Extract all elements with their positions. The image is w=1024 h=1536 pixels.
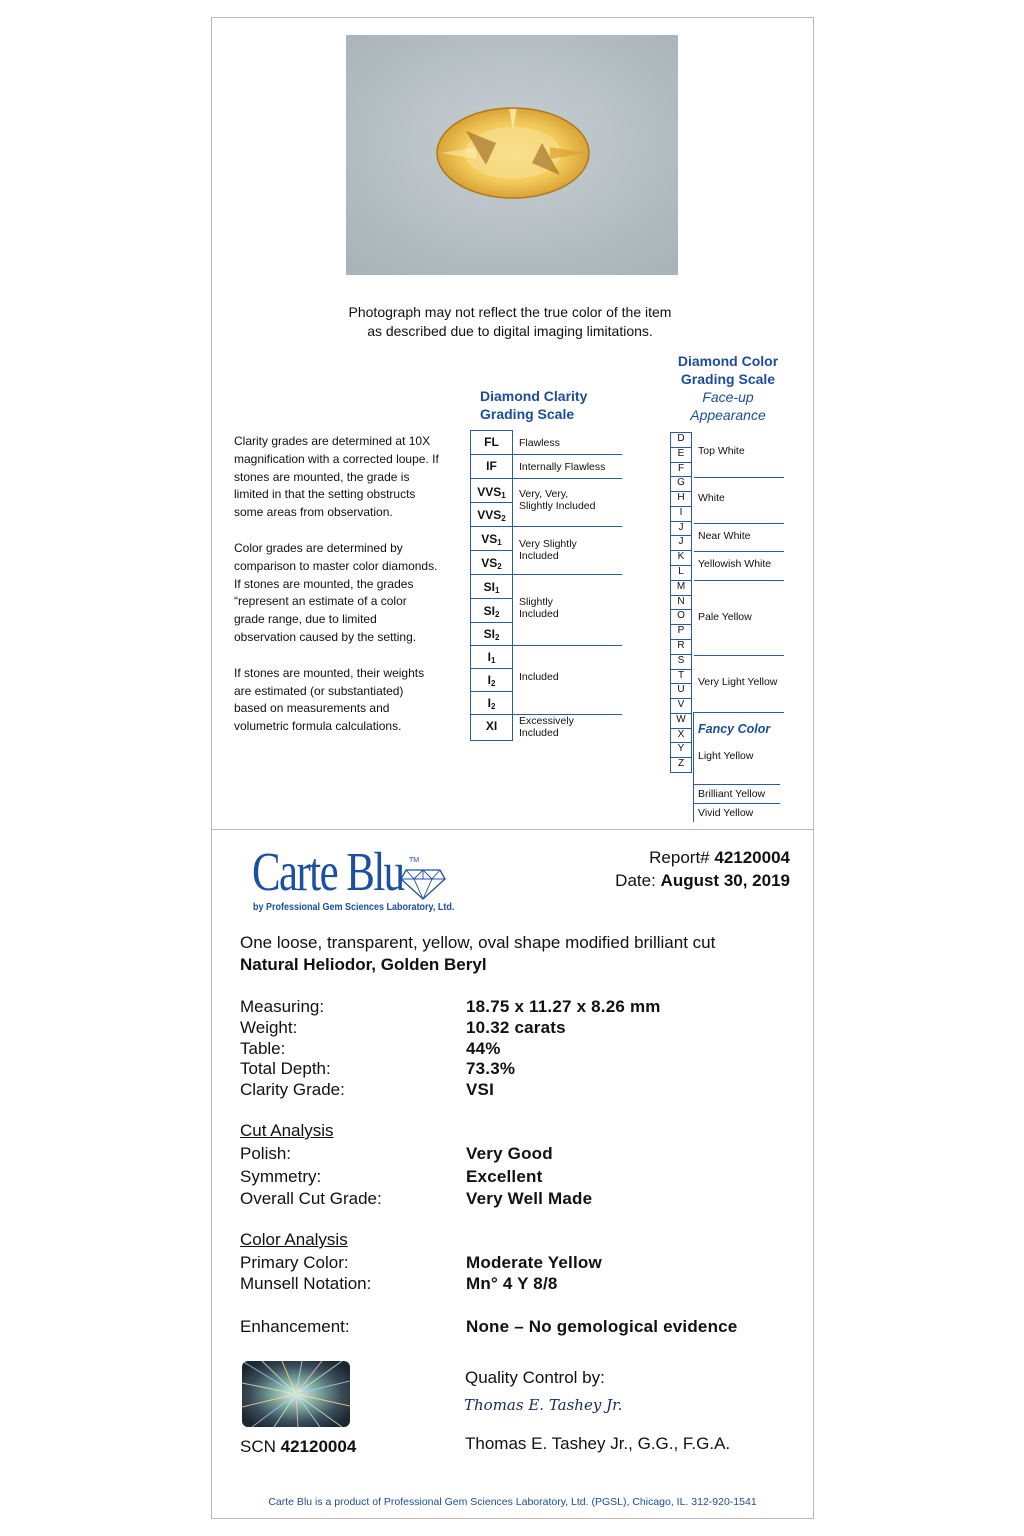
color-group-line bbox=[694, 803, 780, 804]
desc-xi bbox=[519, 715, 574, 739]
grade-vvs2 bbox=[470, 508, 513, 523]
polish-label: Polish: bbox=[240, 1144, 292, 1163]
color-grade-tick bbox=[670, 698, 692, 699]
report-number bbox=[615, 846, 790, 869]
logo-text: Carte Blu bbox=[252, 841, 404, 902]
color-grade-tick bbox=[670, 491, 692, 492]
color-grade-letter: E bbox=[677, 447, 685, 459]
diamond-icon bbox=[400, 868, 446, 900]
color-grade-tick bbox=[670, 624, 692, 625]
grade-si2b bbox=[470, 627, 513, 642]
color-grade-column bbox=[670, 432, 692, 772]
grade-text: SI bbox=[483, 604, 495, 618]
clarity-scale-title bbox=[480, 387, 587, 423]
report-number-value: 42120004 bbox=[714, 848, 790, 867]
grade-sub: 2 bbox=[494, 610, 500, 619]
color-grade-letter: O bbox=[677, 610, 685, 622]
report-date-label: Date: bbox=[615, 871, 656, 890]
grade-text: VS bbox=[481, 556, 498, 570]
color-grade-letter: D bbox=[677, 433, 685, 444]
color-grade-tick bbox=[670, 535, 692, 536]
clarity-value: VSI bbox=[466, 1080, 495, 1099]
grade-xi: XI bbox=[485, 719, 498, 733]
photo-note-line1: Photograph may not reflect the true color of the item bbox=[348, 304, 672, 320]
depth-label: Total Depth: bbox=[240, 1059, 331, 1078]
desc-included: Included bbox=[519, 671, 559, 683]
grade-si1 bbox=[470, 580, 513, 595]
color-grade-tick bbox=[670, 506, 692, 507]
grade-sub: 2 bbox=[501, 514, 506, 523]
clarity-title-line1: Diamond Clarity bbox=[480, 388, 588, 404]
color-group-line bbox=[694, 655, 784, 656]
grade-si2a bbox=[470, 604, 513, 619]
color-grade-letter: V bbox=[677, 699, 685, 711]
color-grade-letter: K bbox=[677, 551, 685, 563]
clarity-label: Clarity Grade: bbox=[240, 1080, 345, 1099]
color-grade-letter: Z bbox=[677, 758, 685, 770]
color-grade-letter: X bbox=[677, 728, 685, 740]
desc-white: White bbox=[698, 492, 725, 504]
symmetry-value: Excellent bbox=[466, 1167, 543, 1186]
color-grade-letter: I bbox=[679, 506, 683, 518]
color-title-line1: Diamond Color bbox=[677, 353, 779, 369]
clarity-bottom-line bbox=[470, 740, 513, 741]
weight-label: Weight: bbox=[240, 1018, 298, 1037]
color-grade-tick bbox=[670, 713, 692, 714]
enhancement-value: None – No gemological evidence bbox=[466, 1317, 738, 1336]
color-title-line3: Face-up bbox=[702, 389, 754, 405]
color-grade-letter: U bbox=[677, 684, 685, 696]
grade-sub: 2 bbox=[490, 702, 496, 711]
clarity-line bbox=[470, 502, 513, 503]
quality-control-label: Quality Control by: bbox=[465, 1368, 605, 1387]
stone-description: One loose, transparent, yellow, oval shape modified brilliant cut bbox=[240, 933, 716, 952]
munsell-label: Munsell Notation: bbox=[240, 1274, 372, 1293]
munsell-row bbox=[240, 1273, 558, 1294]
grade-i2b bbox=[470, 696, 513, 711]
stone-identification: Natural Heliodor, Golden Beryl bbox=[240, 955, 487, 974]
color-grade-letter: M bbox=[676, 580, 686, 592]
color-grade-tick bbox=[670, 550, 692, 551]
color-grade-letter: T bbox=[677, 669, 685, 681]
color-grade-tick bbox=[670, 654, 692, 655]
desc-pale-yellow: Pale Yellow bbox=[698, 611, 752, 623]
grade-sub: 1 bbox=[490, 656, 496, 665]
clarity-line bbox=[470, 622, 513, 623]
color-grade-tick bbox=[670, 476, 692, 477]
color-grade-tick bbox=[670, 728, 692, 729]
clarity-line bbox=[470, 526, 622, 527]
desc-flawless: Flawless bbox=[519, 437, 560, 449]
grade-vs1 bbox=[470, 532, 513, 547]
grade-if: IF bbox=[486, 459, 497, 473]
carte-blu-logo bbox=[252, 843, 462, 918]
grade-i1 bbox=[470, 650, 513, 665]
color-note: Color grades are determined by comparison to master color diamonds. If stones are mounted, the grades “represent an estimate of a color grade range, due to limited observation caused by the setting. bbox=[234, 540, 438, 644]
color-grade-tick bbox=[670, 639, 692, 640]
signature: Thomas E. Tashey Jr. bbox=[464, 1396, 623, 1414]
color-analysis-heading: Color Analysis bbox=[240, 1230, 348, 1249]
clarity-line bbox=[470, 454, 622, 455]
clarity-line bbox=[470, 668, 513, 669]
grade-text: VVS bbox=[477, 508, 502, 522]
desc-xi-line1: Excessively bbox=[519, 715, 574, 727]
color-grade-tick bbox=[670, 683, 692, 684]
color-group-line bbox=[694, 580, 784, 581]
desc-brilliant-yellow: Brilliant Yellow bbox=[698, 788, 766, 800]
grade-text: I bbox=[487, 673, 491, 687]
color-grade-tick bbox=[670, 580, 692, 581]
desc-very-light-yellow: Very Light Yellow bbox=[698, 676, 778, 688]
color-grade-letter: G bbox=[677, 477, 685, 489]
symmetry-row bbox=[240, 1166, 542, 1187]
enhancement-row bbox=[240, 1316, 737, 1337]
weight-row bbox=[240, 1017, 566, 1038]
desc-fancy-color: Fancy Color bbox=[698, 722, 771, 736]
color-grade-tick bbox=[670, 462, 692, 463]
desc-vs-line1: Very Slightly bbox=[519, 538, 577, 550]
scn-value: 42120004 bbox=[280, 1437, 357, 1456]
table-row bbox=[240, 1038, 501, 1059]
color-grade-letter: N bbox=[677, 595, 685, 607]
primary-color-row bbox=[240, 1252, 602, 1273]
grade-text: VS bbox=[481, 532, 498, 546]
grade-sub: 1 bbox=[494, 586, 500, 595]
color-grade-letter: H bbox=[677, 492, 685, 504]
symmetry-label: Symmetry: bbox=[240, 1167, 322, 1186]
primary-color-label: Primary Color: bbox=[240, 1253, 349, 1272]
color-grade-tick bbox=[670, 772, 692, 773]
grade-text: I bbox=[487, 650, 491, 664]
overall-cut-value: Very Well Made bbox=[466, 1189, 593, 1208]
logo-tm: TM bbox=[409, 857, 420, 864]
color-scale-title bbox=[672, 352, 784, 424]
photo-disclaimer bbox=[300, 303, 720, 341]
color-grade-letter: J bbox=[678, 521, 684, 533]
color-grade-tick bbox=[670, 757, 692, 758]
grade-vs2 bbox=[470, 556, 513, 571]
depth-row bbox=[240, 1058, 515, 1079]
clarity-line bbox=[470, 574, 622, 575]
polish-row bbox=[240, 1143, 553, 1164]
grade-sub: 1 bbox=[501, 491, 506, 500]
desc-yellowish-white: Yellowish White bbox=[698, 558, 772, 570]
grade-fl: FL bbox=[484, 435, 499, 449]
footer-note: Carte Blu is a product of Professional Gem Sciences Laboratory, Ltd. (PGSL), Chicago, IL. 312-920-1541 bbox=[268, 1496, 757, 1508]
grade-sub: 1 bbox=[497, 538, 502, 547]
desc-vivid-yellow: Vivid Yellow bbox=[698, 807, 754, 819]
color-title-line2: Grading Scale bbox=[680, 371, 776, 387]
table-value: 44% bbox=[466, 1039, 501, 1058]
desc-vs-line2: Included bbox=[519, 550, 559, 562]
color-grade-tick bbox=[670, 432, 692, 433]
primary-color-value: Moderate Yellow bbox=[466, 1253, 602, 1272]
desc-internally-flawless: Internally Flawless bbox=[519, 461, 606, 473]
report-header bbox=[615, 846, 790, 892]
grade-text: SI bbox=[483, 627, 495, 641]
color-group-line bbox=[694, 712, 784, 713]
desc-vs bbox=[519, 538, 577, 562]
color-grade-letter: Y bbox=[677, 743, 685, 755]
color-grade-tick bbox=[670, 447, 692, 448]
color-grade-tick bbox=[670, 565, 692, 566]
clarity-line bbox=[470, 550, 513, 551]
grade-vvs1 bbox=[470, 485, 513, 500]
desc-light-yellow: Light Yellow bbox=[698, 750, 754, 762]
section-divider bbox=[211, 829, 814, 830]
color-group-line bbox=[694, 551, 784, 552]
color-group-line bbox=[694, 784, 780, 785]
report-date bbox=[615, 869, 790, 892]
clarity-top-line bbox=[470, 430, 513, 431]
overall-cut-row bbox=[240, 1188, 592, 1209]
color-grade-tick bbox=[670, 669, 692, 670]
color-grade-letter: S bbox=[677, 654, 685, 666]
report-date-value: August 30, 2019 bbox=[660, 871, 790, 890]
measuring-label: Measuring: bbox=[240, 997, 325, 1016]
color-grade-letter: W bbox=[676, 713, 686, 725]
desc-si-line1: Slightly bbox=[519, 596, 553, 608]
desc-si-line2: Included bbox=[519, 608, 559, 620]
gemstone-photo bbox=[346, 35, 678, 275]
signer-name: Thomas E. Tashey Jr., G.G., F.G.A. bbox=[465, 1434, 731, 1453]
photo-note-line2: as described due to digital imaging limitations. bbox=[367, 323, 653, 339]
desc-top-white: Top White bbox=[698, 445, 745, 457]
desc-xi-line2: Included bbox=[519, 727, 559, 739]
desc-si bbox=[519, 596, 559, 620]
color-grade-tick bbox=[670, 609, 692, 610]
color-grade-letter: R bbox=[677, 639, 685, 651]
color-group-line bbox=[694, 477, 784, 478]
enhancement-label: Enhancement: bbox=[240, 1317, 350, 1336]
logo-subtitle: by Professional Gem Sciences Laboratory, Ltd. bbox=[253, 902, 455, 913]
grade-text: VVS bbox=[477, 485, 502, 499]
weight-value: 10.32 carats bbox=[466, 1018, 566, 1037]
grading-notes bbox=[234, 433, 439, 754]
color-grade-tick bbox=[670, 521, 692, 522]
cut-analysis-heading: Cut Analysis bbox=[240, 1121, 334, 1140]
weight-note: If stones are mounted, their weights are estimated (or substantiated) based on measurements and volumetric formula calculations. bbox=[234, 665, 425, 734]
clarity-line bbox=[470, 645, 622, 646]
desc-vvs-line2: Slightly Included bbox=[519, 500, 596, 512]
clarity-title-line2: Grading Scale bbox=[480, 406, 575, 422]
desc-near-white: Near White bbox=[698, 530, 751, 542]
color-grade-tick bbox=[670, 595, 692, 596]
table-label: Table: bbox=[240, 1039, 286, 1058]
clarity-line bbox=[470, 478, 622, 479]
color-group-line bbox=[694, 523, 784, 524]
color-grade-letter: L bbox=[678, 566, 684, 578]
grade-sub: 2 bbox=[497, 562, 502, 571]
measuring-value: 18.75 x 11.27 x 8.26 mm bbox=[466, 997, 661, 1016]
scn-label: SCN bbox=[240, 1437, 276, 1456]
color-grade-letter: P bbox=[677, 625, 685, 637]
clarity-line bbox=[470, 598, 513, 599]
munsell-value: Mn° 4 Y 8/8 bbox=[466, 1274, 558, 1293]
grade-sub: 2 bbox=[494, 633, 500, 642]
scn-number bbox=[240, 1437, 356, 1457]
polish-value: Very Good bbox=[466, 1144, 553, 1163]
clarity-row bbox=[240, 1079, 494, 1100]
desc-vvs-line1: Very, Very, bbox=[519, 488, 569, 500]
depth-value: 73.3% bbox=[466, 1059, 516, 1078]
grade-sub: 2 bbox=[490, 679, 496, 688]
fancy-bar bbox=[693, 712, 694, 822]
clarity-note: Clarity grades are determined at 10X magnification with a corrected loupe. If stones are mounted, the grade is limited in that the setting obstructs some areas from observation. bbox=[234, 434, 439, 520]
desc-vvs bbox=[519, 488, 595, 512]
grade-i2a bbox=[470, 673, 513, 688]
measuring-row bbox=[240, 996, 661, 1017]
color-grade-tick bbox=[670, 742, 692, 743]
clarity-line bbox=[470, 691, 513, 692]
grade-text: I bbox=[487, 696, 491, 710]
grade-text: SI bbox=[483, 580, 495, 594]
color-grade-letter: F bbox=[677, 462, 685, 474]
color-grade-letter: J bbox=[678, 536, 684, 548]
report-number-label: Report# bbox=[649, 848, 710, 867]
color-title-line4: Appearance bbox=[690, 407, 766, 423]
overall-cut-label: Overall Cut Grade: bbox=[240, 1189, 382, 1208]
hologram-seal bbox=[242, 1361, 350, 1427]
